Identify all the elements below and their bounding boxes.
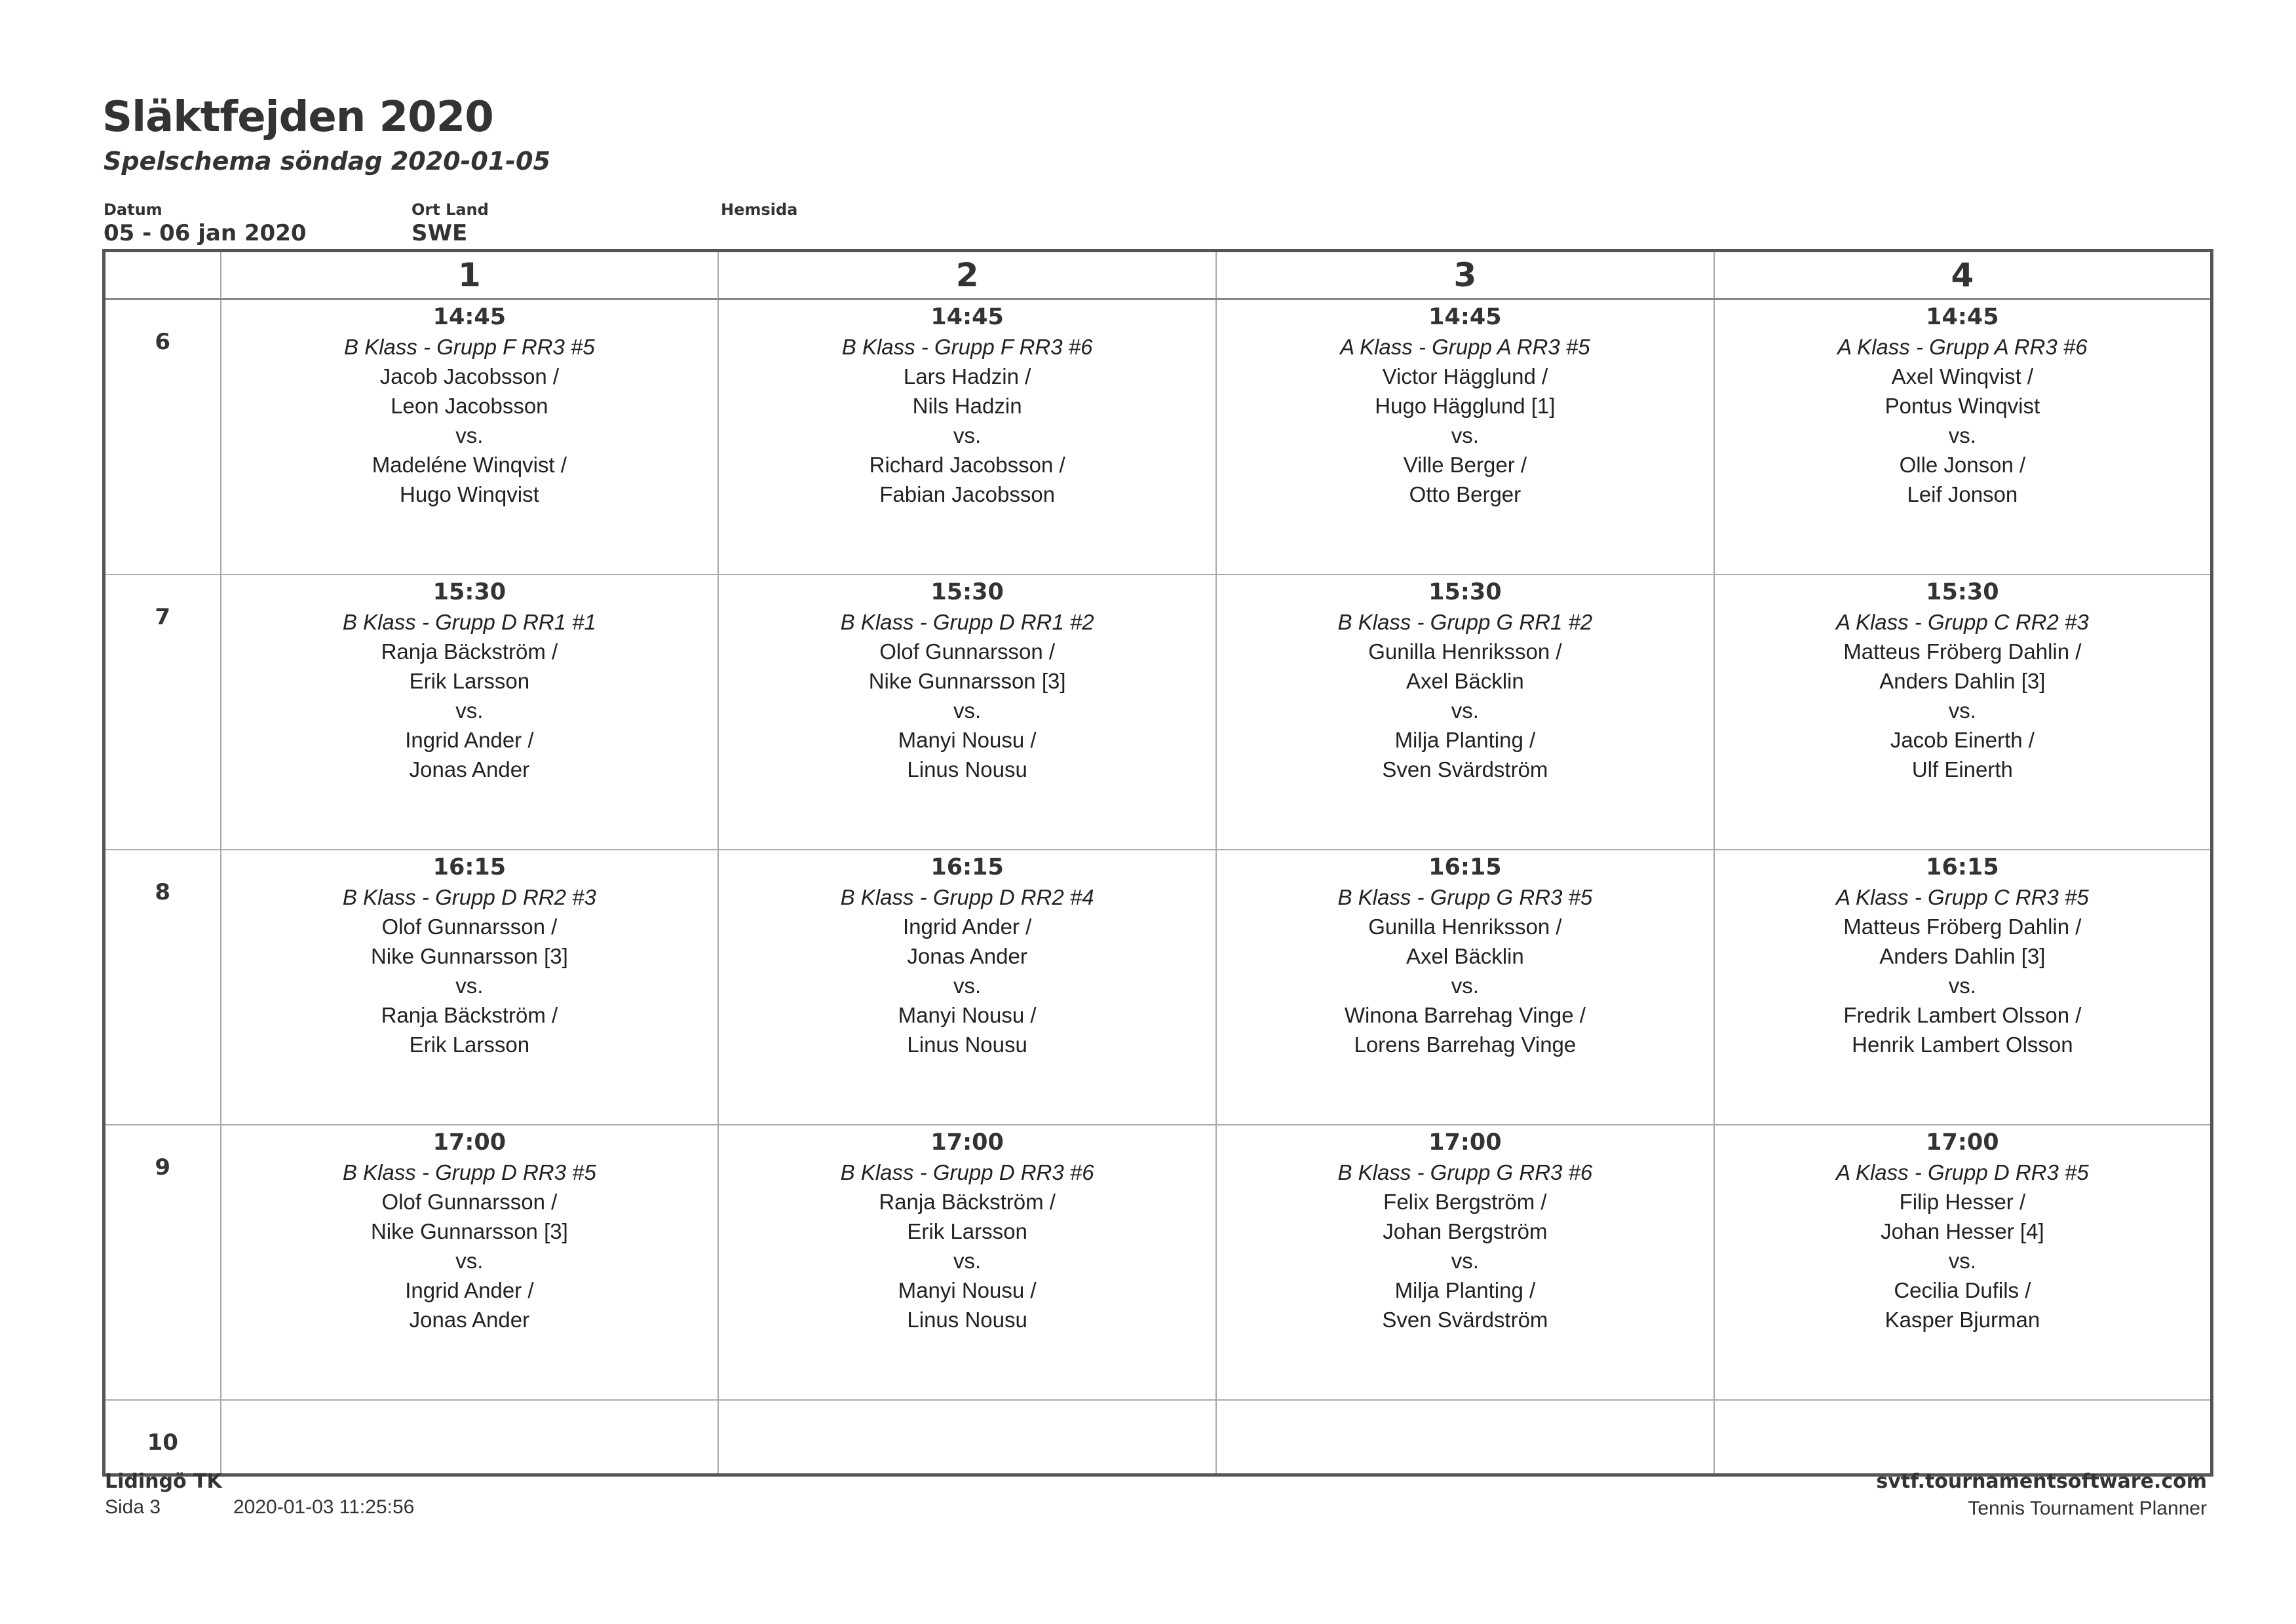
match-card[interactable] [1217,850,1713,1059]
team1-player1: Matteus Fröberg Dahlin / [1843,915,2082,939]
versus-label: vs. [1948,1249,1976,1274]
match-event: B Klass - Grupp D RR1 #1 [342,610,596,635]
court-header: 4 [1714,251,2212,299]
team2-player2: Sven Svärdström [1382,757,1548,782]
match-card[interactable] [719,575,1215,784]
match-event: B Klass - Grupp G RR1 #2 [1337,610,1593,635]
court-slot [718,850,1216,1125]
match-card[interactable] [1715,575,2210,784]
versus-label: vs. [1948,698,1976,723]
team2-player1: Fredrik Lambert Olsson / [1843,1003,2082,1028]
team1-player2: Erik Larsson [907,1219,1027,1244]
team2-player1: Winona Barrehag Vinge / [1344,1003,1586,1028]
team2-player1: Richard Jacobsson / [869,453,1065,477]
court-slot [1714,299,2212,575]
footer-page: Sida 3 [105,1496,161,1518]
court-slot [1714,575,2212,850]
team1-player2: Johan Hesser [4] [1881,1219,2044,1244]
court-slot [221,575,719,850]
court-slot [718,1400,1216,1475]
team1-player2: Leon Jacobsson [391,394,548,418]
team1-player2: Nike Gunnarsson [3] [370,944,568,969]
match-card[interactable] [719,1125,1215,1334]
match-time: 14:45 [1926,304,1999,330]
team2-player2: Fabian Jacobsson [879,482,1056,506]
court-slot [221,1125,719,1400]
match-card[interactable] [719,850,1215,1059]
match-event: B Klass - Grupp D RR1 #2 [840,610,1094,635]
match-event: A Klass - Grupp D RR3 #5 [1835,1160,2089,1185]
match-time: 15:30 [1428,579,1502,606]
match-time: 14:45 [1428,304,1502,330]
court-slot [718,299,1216,575]
versus-label: vs. [1451,1249,1479,1274]
team2-player2: Linus Nousu [907,1308,1027,1332]
versus-label: vs. [1451,423,1479,447]
versus-label: vs. [953,973,982,998]
court-header: 2 [718,251,1216,299]
team2-player2: Sven Svärdström [1382,1308,1548,1332]
team1-player2: Nike Gunnarsson [3] [370,1219,568,1244]
team1-player1: Jacob Jacobsson / [379,364,560,388]
team1-player2: Erik Larsson [409,669,530,694]
match-event: B Klass - Grupp D RR2 #3 [342,885,596,910]
court-slot [1216,1125,1714,1400]
schedule-row [104,1125,2212,1400]
match-time: 17:00 [1428,1129,1502,1156]
match-event: A Klass - Grupp C RR3 #5 [1835,885,2089,910]
match-event: B Klass - Grupp G RR3 #5 [1337,885,1593,910]
court-slot [1714,1125,2212,1400]
match-card[interactable] [1217,300,1713,509]
schedule-table [102,249,2213,1477]
match-card[interactable] [1715,300,2210,509]
team1-player2: Anders Dahlin [3] [1879,944,2046,969]
court-slot [221,299,719,575]
team2-player2: Lorens Barrehag Vinge [1354,1032,1577,1057]
match-event: B Klass - Grupp D RR3 #6 [840,1160,1094,1185]
team2-player1: Ingrid Ander / [405,728,534,753]
team2-player2: Kasper Bjurman [1885,1308,2040,1332]
match-card[interactable] [221,1125,718,1334]
footer-app: Tennis Tournament Planner [1968,1498,2207,1519]
team2-player1: Milja Planting / [1394,1278,1536,1303]
match-time: 16:15 [1926,854,1999,881]
row-number: 8 [104,850,221,1125]
team2-player2: Linus Nousu [907,757,1027,782]
court-slot [1714,850,2212,1125]
match-card[interactable] [221,300,718,509]
versus-label: vs. [455,423,484,447]
team1-player1: Ranja Bäckström / [879,1190,1056,1215]
team2-player1: Manyi Nousu / [898,1278,1037,1303]
match-card[interactable] [719,300,1215,509]
team1-player2: Johan Bergström [1383,1219,1548,1244]
match-time: 14:45 [930,304,1004,330]
team2-player1: Ranja Bäckström / [381,1003,558,1028]
team1-player1: Matteus Fröberg Dahlin / [1843,639,2082,664]
team2-player1: Madeléne Winqvist / [372,453,567,477]
versus-label: vs. [455,973,484,998]
team2-player2: Leif Jonson [1907,482,2018,506]
match-event: A Klass - Grupp C RR2 #3 [1835,610,2089,635]
date-value: 05 - 06 jan 2020 [104,220,307,246]
match-event: B Klass - Grupp F RR3 #5 [344,335,595,359]
team2-player1: Olle Jonson / [1899,453,2026,477]
team2-player2: Jonas Ander [409,1308,530,1332]
match-event: B Klass - Grupp G RR3 #6 [1337,1160,1593,1185]
location-label: Ort Land [411,200,489,219]
match-event: A Klass - Grupp A RR3 #6 [1837,335,2088,359]
schedule-row [104,575,2212,850]
corner-cell [104,251,221,299]
court-slot [221,850,719,1125]
match-time: 17:00 [930,1129,1004,1156]
match-event: B Klass - Grupp D RR3 #5 [342,1160,596,1185]
versus-label: vs. [953,698,982,723]
team1-player1: Gunilla Henriksson / [1368,915,1562,939]
team1-player1: Axel Winqvist / [1891,364,2034,388]
row-number: 6 [104,299,221,575]
page-title: Släktfejden 2020 [102,93,493,142]
team2-player1: Jacob Einerth / [1890,728,2035,753]
court-header: 3 [1216,251,1714,299]
match-time: 17:00 [1926,1129,1999,1156]
team2-player1: Cecilia Dufils / [1894,1278,2031,1303]
team1-player2: Nike Gunnarsson [3] [868,669,1066,694]
row-number: 9 [104,1125,221,1400]
location-value: SWE [411,220,468,246]
team1-player2: Nils Hadzin [912,394,1022,418]
team1-player1: Olof Gunnarsson / [381,1190,558,1215]
schedule-row [104,850,2212,1125]
court-header: 1 [221,251,719,299]
team1-player1: Ingrid Ander / [902,915,1032,939]
row-number: 7 [104,575,221,850]
match-card[interactable] [1715,1125,2210,1334]
website-label: Hemsida [721,200,798,219]
team1-player2: Pontus Winqvist [1885,394,2040,418]
match-event: B Klass - Grupp F RR3 #6 [841,335,1093,359]
schedule-body [104,299,2212,1475]
team1-player1: Gunilla Henriksson / [1368,639,1562,664]
team1-player2: Anders Dahlin [3] [1879,669,2046,694]
court-slot [1714,1400,2212,1475]
team1-player1: Filip Hesser / [1899,1190,2026,1215]
team1-player2: Jonas Ander [907,944,1027,969]
team2-player2: Hugo Winqvist [400,482,539,506]
team1-player1: Ranja Bäckström / [381,639,558,664]
match-time: 15:30 [432,579,507,606]
row-number: 10 [104,1400,221,1475]
match-card[interactable] [1715,850,2210,1059]
team2-player2: Henrik Lambert Olsson [1852,1032,2073,1057]
match-time: 15:30 [1926,579,1999,606]
versus-label: vs. [1451,973,1479,998]
court-header-row [104,251,2212,299]
versus-label: vs. [455,1249,484,1274]
team1-player1: Lars Hadzin / [903,364,1031,388]
match-time: 16:15 [432,854,507,881]
match-card[interactable] [221,575,718,784]
team1-player1: Victor Hägglund / [1382,364,1548,388]
versus-label: vs. [953,423,982,447]
match-time: 14:45 [432,304,507,330]
match-card[interactable] [221,850,718,1059]
team2-player2: Otto Berger [1409,482,1521,506]
team2-player2: Jonas Ander [409,757,530,782]
match-time: 16:15 [1428,854,1502,881]
match-card[interactable] [1217,1125,1713,1334]
location-block [411,200,489,246]
match-time: 17:00 [432,1129,507,1156]
match-time: 16:15 [930,854,1004,881]
court-slot [1216,299,1714,575]
versus-label: vs. [1451,698,1479,723]
court-slot [1216,850,1714,1125]
versus-label: vs. [1948,423,1976,447]
schedule-row [104,1400,2212,1475]
team2-player2: Ulf Einerth [1911,757,2013,782]
team1-player2: Axel Bäcklin [1406,669,1524,694]
team2-player1: Manyi Nousu / [898,1003,1037,1028]
page-subtitle: Spelschema söndag 2020-01-05 [104,147,550,176]
court-slot [1216,1400,1714,1475]
court-slot [718,575,1216,850]
versus-label: vs. [953,1249,982,1274]
versus-label: vs. [455,698,484,723]
match-event: A Klass - Grupp A RR3 #5 [1340,335,1590,359]
website-block [721,200,797,219]
footer-organizer: Lidingö TK [105,1470,222,1493]
team1-player2: Axel Bäcklin [1406,944,1524,969]
footer-timestamp: 2020-01-03 11:25:56 [233,1496,415,1518]
court-slot [1216,575,1714,850]
court-slot [221,1400,719,1475]
date-label: Datum [104,200,163,219]
date-block [104,200,307,246]
match-time: 15:30 [930,579,1004,606]
team2-player1: Milja Planting / [1394,728,1536,753]
team2-player2: Erik Larsson [409,1032,530,1057]
schedule-row [104,299,2212,575]
match-card[interactable] [1217,575,1713,784]
team1-player1: Olof Gunnarsson / [879,639,1056,664]
team1-player1: Felix Bergström / [1383,1190,1547,1215]
team2-player1: Manyi Nousu / [898,728,1037,753]
team1-player2: Hugo Hägglund [1] [1375,394,1556,418]
team2-player1: Ingrid Ander / [405,1278,534,1303]
team2-player2: Linus Nousu [907,1032,1027,1057]
team2-player1: Ville Berger / [1403,453,1527,477]
versus-label: vs. [1948,973,1976,998]
team1-player1: Olof Gunnarsson / [381,915,558,939]
court-slot [718,1125,1216,1400]
footer-website: svtf.tournamentsoftware.com [1876,1470,2207,1493]
match-event: B Klass - Grupp D RR2 #4 [840,885,1094,910]
